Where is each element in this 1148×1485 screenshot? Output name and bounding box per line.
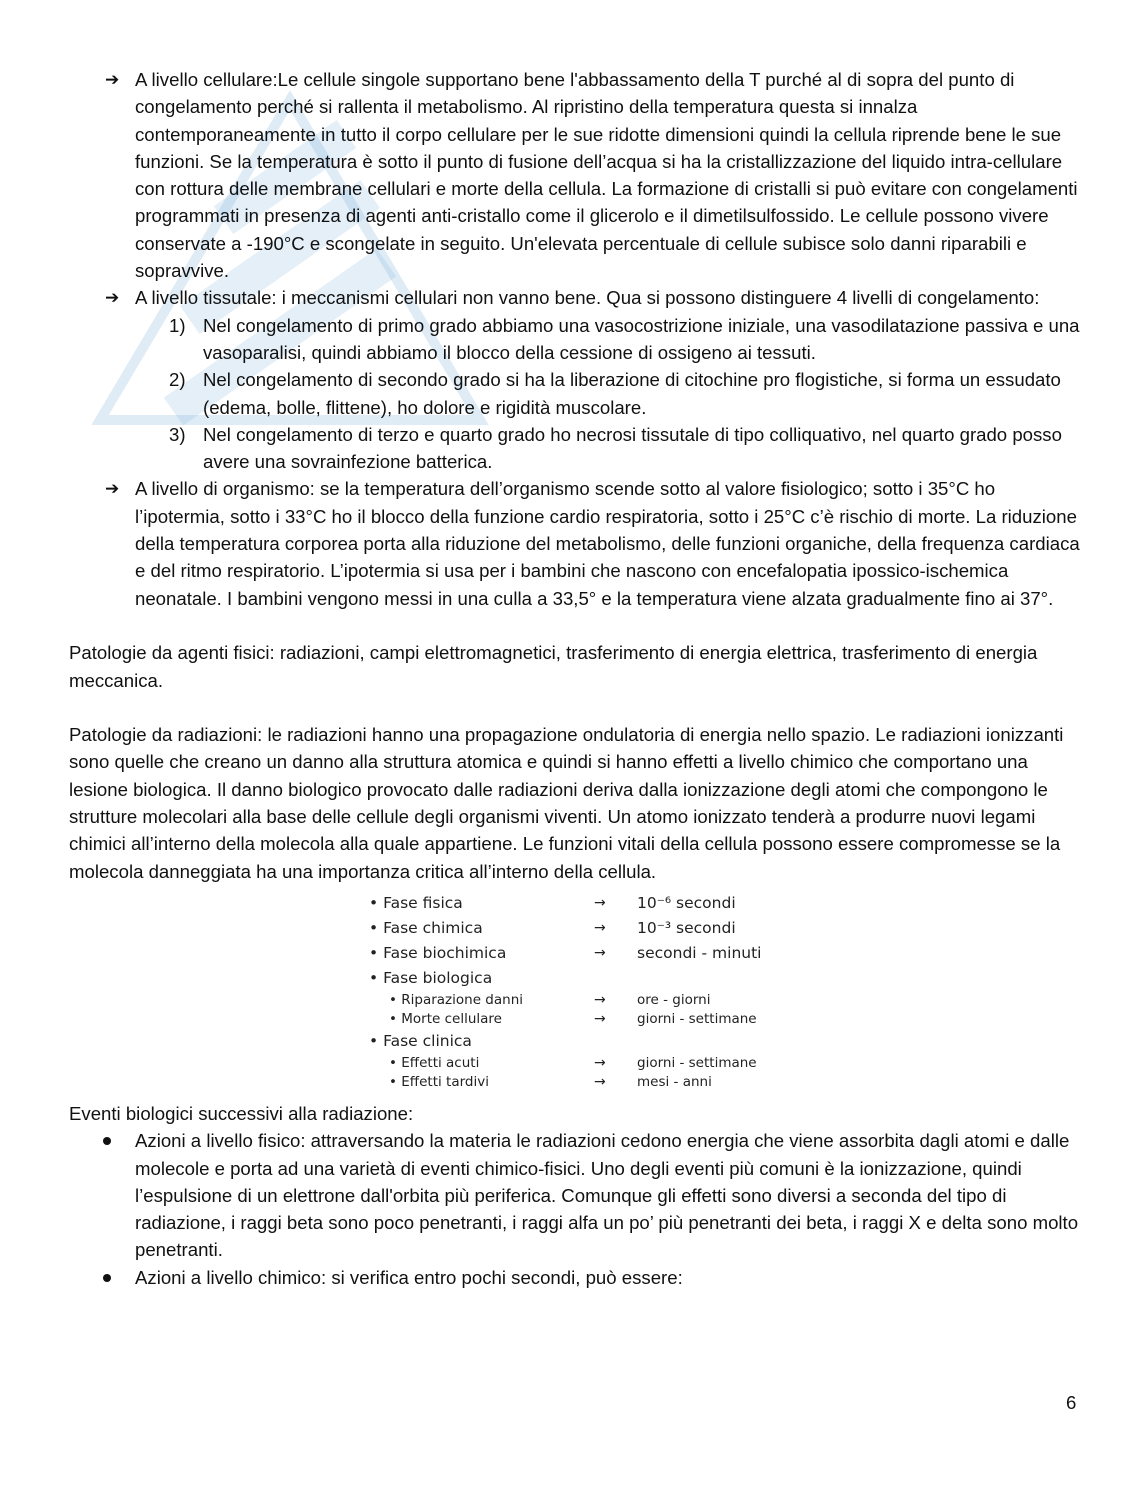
phase-row	[369, 1073, 789, 1092]
bullet-item-chemical	[69, 1264, 1081, 1291]
phase-arrow-icon: →	[594, 991, 606, 1008]
phase-label	[369, 890, 594, 917]
phase-bullet: •	[389, 1010, 397, 1027]
bullet-dot	[103, 1274, 111, 1282]
page-content	[69, 66, 1081, 1291]
bullet-item-text: Azioni a livello chimico: si verifica entro pochi secondi, può essere:	[135, 1266, 683, 1288]
item-number: 1)	[169, 314, 186, 336]
numbered-item-text: Nel congelamento di terzo e quarto grado ho necrosi tissutale di tipo colliquativo, nel quarto grado posso avere una sovrainfezione batterica.	[203, 423, 1062, 473]
phase-duration: giorni - settimane	[637, 1054, 757, 1071]
phase-row	[369, 916, 789, 941]
phase-label-text: Morte cellulare	[401, 1010, 502, 1027]
phase-arrow-icon: →	[594, 1054, 606, 1071]
radiation-phases-table	[369, 891, 789, 1092]
numbered-item-text: Nel congelamento di primo grado abbiamo una vasocostrizione iniziale, una vasodilatazione passiva e una vasoparalisi, quindi abbiamo il blocco della cessione di ossigeno ai tessuti.	[203, 314, 1080, 363]
phase-duration: 10⁻³ secondi	[637, 918, 736, 937]
phase-duration: 10⁻⁶ secondi	[637, 893, 736, 912]
paragraph-radiation: Patologie da radiazioni: le radiazioni hanno una propagazione ondulatoria di energia nello spazio. Le radiazioni ionizzanti sono quelle che creano un danno alla struttura atomica e quindi si hanno effetti a livello chimico che comportano una lesione biologica. Il danno biologico provocato dalle radiazioni deriva dalla ionizzazione degli atomi che compongono le strutture molecolari alla base delle cellule degli organismi viventi. Un atomo ionizzato tenderà a produrre nuovi legami chimici all’interno della molecola alla quale appartiene. Le funzioni vitali della cellula possono essere compromesse se la molecola danneggiata ha una importanza critica all’interno della cellula.	[69, 724, 1064, 882]
phase-label-text: Fase clinica	[383, 1031, 472, 1050]
phase-duration: ore - giorni	[637, 991, 711, 1008]
phase-bullet: •	[369, 1031, 379, 1050]
phase-row	[369, 941, 789, 966]
phase-label-text: Effetti acuti	[401, 1054, 480, 1071]
arrow-bullet-icon: ➔	[105, 288, 120, 308]
phase-duration: giorni - settimane	[637, 1010, 757, 1027]
phase-arrow-icon: →	[594, 894, 606, 911]
numbered-item-2	[69, 366, 1081, 421]
phase-label	[369, 1069, 594, 1096]
phase-label-text: Fase biologica	[383, 968, 493, 987]
numbered-item-3	[69, 421, 1081, 476]
phase-bullet: •	[369, 918, 379, 937]
arrow-item-organism	[69, 475, 1081, 611]
phase-arrow-icon: →	[594, 1073, 606, 1090]
arrow-item-text: A livello tissutale: i meccanismi cellulari non vanno bene. Qua si possono distinguere 4 livelli di congelamento:	[135, 287, 1040, 309]
arrow-item-text: A livello di organismo: se la temperatura dell’organismo scende sotto al valore fisiologico; sotto i 35°C ho l’ipotermia, sotto i 33°C ho il blocco della funzione cardio respiratoria, sotto i 25°C c’è rischio di morte. La riduzione della temperatura corporea porta alla riduzione del metabolismo, delle funzioni organiche, della frequenza cardiaca e del ritmo respiratorio. L’ipotermia si usa per i bambini che nascono con encefalopatia ipossico-ischemica neonatale. I bambini vengono messi in una culla a 33,5° e la temperatura viene alzata gradualmente fino ai 37°.	[135, 478, 1080, 609]
item-number: 3)	[169, 423, 186, 445]
phase-arrow-icon: →	[594, 1010, 606, 1027]
phase-arrow-icon: →	[594, 919, 606, 936]
page-number: 6	[1066, 1392, 1077, 1413]
phase-bullet: •	[369, 943, 379, 962]
phase-bullet: •	[369, 968, 379, 987]
phase-arrow-icon: →	[594, 944, 606, 961]
phase-bullet: •	[389, 1073, 397, 1090]
arrow-item-tissue	[69, 284, 1081, 311]
phase-bullet: •	[389, 991, 397, 1008]
numbered-item-text: Nel congelamento di secondo grado si ha la liberazione di citochine pro flogistiche, si forma un essudato (edema, bolle, flittene), ho dolore e rigidità muscolare.	[203, 369, 1061, 418]
phase-row	[369, 1010, 789, 1029]
phase-label-text: Fase fisica	[383, 893, 463, 912]
bullet-item-physical	[69, 1127, 1081, 1263]
phase-label	[369, 915, 594, 942]
phase-duration: mesi - anni	[637, 1073, 712, 1090]
paragraph-physical-agents: Patologie da agenti fisici: radiazioni, campi elettromagnetici, trasferimento di energia elettrica, trasferimento di energia meccanica.	[69, 642, 1038, 691]
phase-bullet: •	[389, 1054, 397, 1071]
phase-label-text: Riparazione danni	[401, 991, 524, 1008]
phase-duration: secondi - minuti	[637, 943, 762, 962]
bullet-item-text: Azioni a livello fisico: attraversando la materia le radiazioni cedono energia che viene assorbita dagli atomi e dalle molecole e porta ad una varietà di eventi chimico-fisici. Uno degli eventi più comuni è la ionizzazione, quindi l’espulsione di un elettrone dall'orbita più periferica. Comunque gli effetti sono diversi a seconda del tipo di radiazione, i raggi beta sono poco penetranti, i raggi alfa un po’ più penetranti dei beta, i raggi X e delta sono molto penetranti.	[135, 1130, 1079, 1261]
bullet-dot	[103, 1137, 111, 1145]
paragraph-biological-events: Eventi biologici successivi alla radiazione:	[69, 1102, 414, 1124]
item-number: 2)	[169, 369, 186, 391]
numbered-item-1	[69, 312, 1081, 367]
phase-row	[369, 891, 789, 916]
phase-label-text: Fase biochimica	[383, 943, 507, 962]
phase-bullet: •	[369, 893, 379, 912]
arrow-bullet-icon: ➔	[105, 70, 120, 89]
arrow-bullet-icon: ➔	[105, 479, 120, 499]
phase-label-text: Effetti tardivi	[401, 1073, 489, 1090]
arrow-item-text: A livello cellulare:Le cellule singole supportano bene l'abbassamento della T purché al di sopra del punto di congelamento perché si rallenta il metabolismo. Al ripristino della temperatura questa si innalza contemporaneamente in tutto il corpo cellulare per le sue ridotte dimensioni quindi la cellula riprende bene le sue funzioni. Se la temperatura è sotto il punto di fusione dell’acqua si ha la cristallizzazione del liquido intra-cellulare con rottura delle membrane cellulari e morte della cellula. La formazione di cristalli si può evitare con congelamenti programmati in presenza di agenti anti-cristallo come il glicerolo e il dimetilsulfossido. Le cellule possono vivere conservate a -190°C e scongelate in seguito. Un'elevata percentuale di cellule subisce solo danni riparabili e sopravvive.	[135, 69, 1078, 282]
arrow-item-cellular	[69, 66, 1081, 284]
phase-label-text: Fase chimica	[383, 918, 483, 937]
phase-label	[369, 940, 594, 967]
